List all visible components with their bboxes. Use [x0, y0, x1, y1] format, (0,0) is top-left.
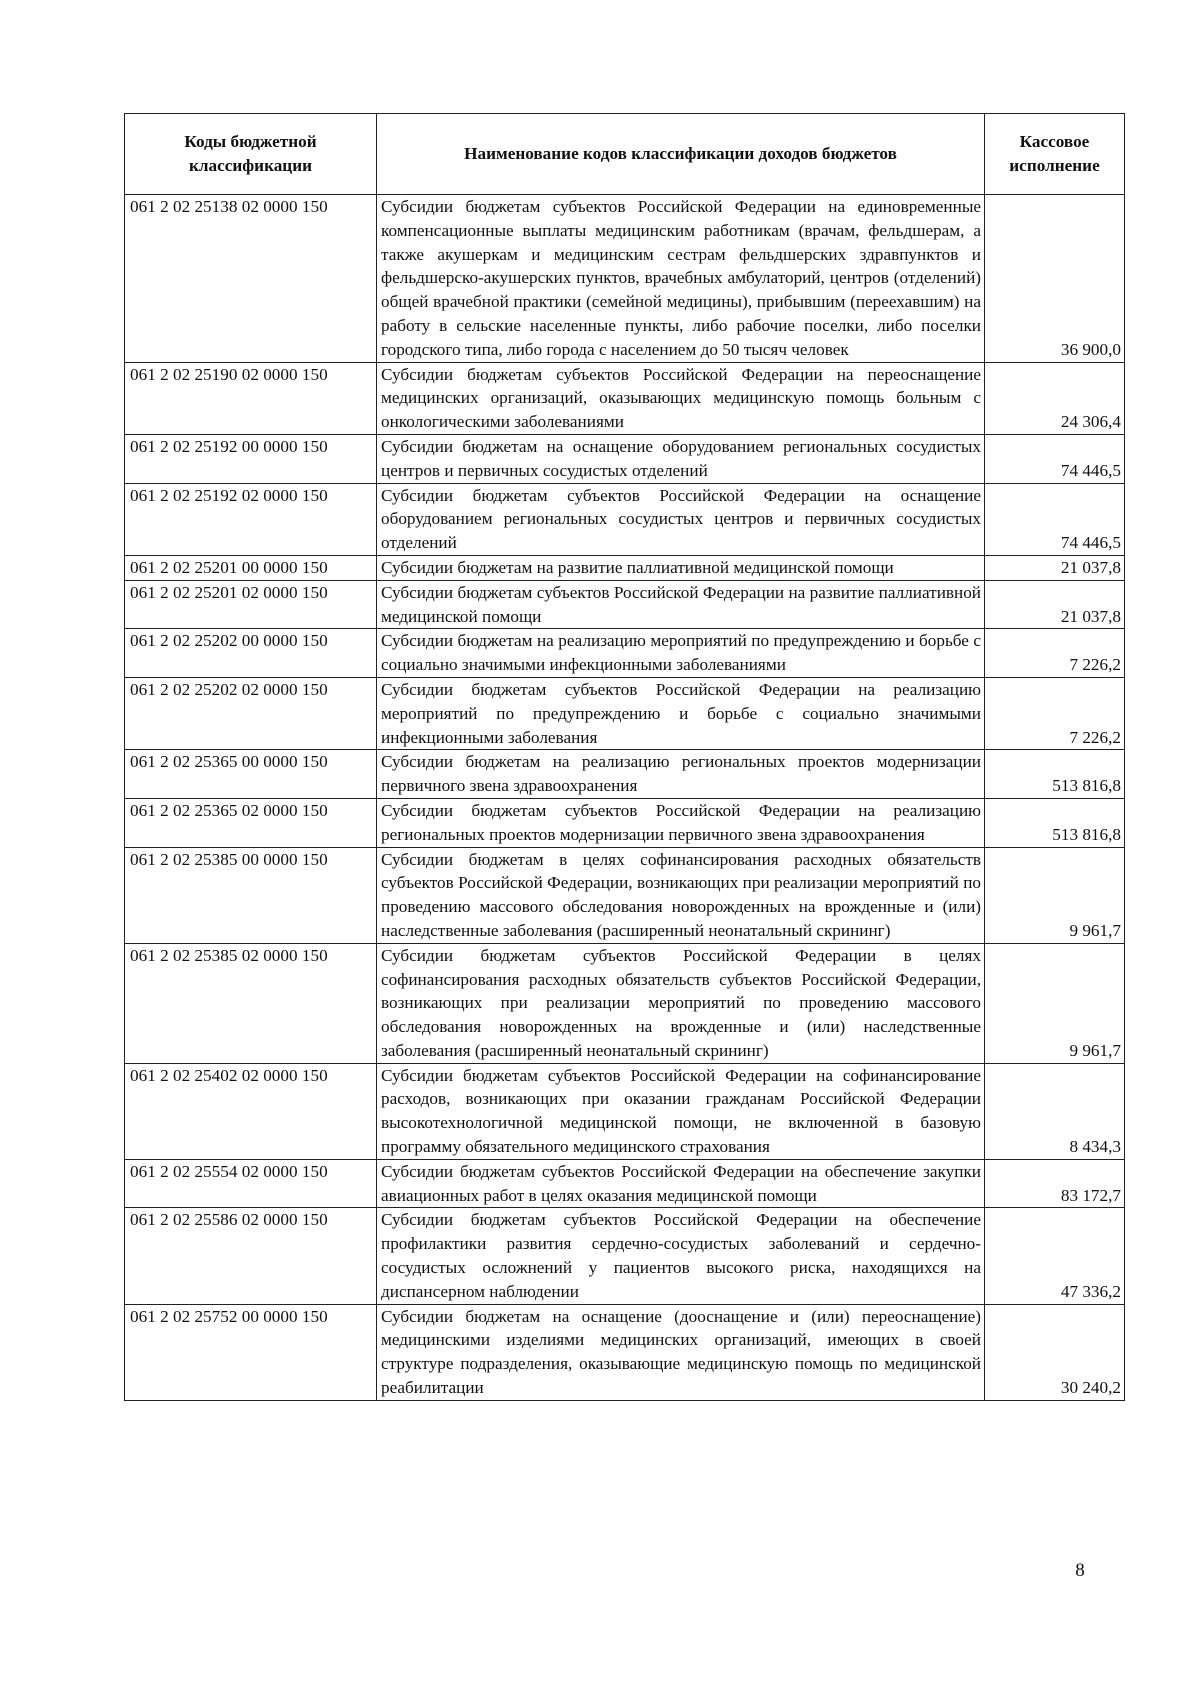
table-header-row: [125, 114, 1125, 195]
table-row: [125, 1159, 1125, 1208]
classification-code-cell: 061 2 02 25385 00 0000 150: [125, 847, 377, 943]
classification-name-cell: Субсидии бюджетам в целях софинансирования расходных обязательств субъектов Российской Федерации, возникающих при реализации мероприятий по проведению массового обследования новорожденных на врожденные и (или) наследственные заболевания (расширенный неонатальный скрининг): [377, 847, 985, 943]
table-row: [125, 798, 1125, 847]
table-row: [125, 555, 1125, 580]
classification-name-cell: Субсидии бюджетам на оснащение (дооснащение и (или) переоснащение) медицинскими изделиями медицинских организаций, имеющих в своей структуре подразделения, оказывающие медицинскую помощь по медицинской реабилитации: [377, 1304, 985, 1400]
classification-name-cell: Субсидии бюджетам субъектов Российской Федерации на обеспечение профилактики развития сердечно-сосудистых заболеваний и сердечно-сосудистых осложнений у пациентов высокого риска, находящихся на диспансерном наблюдении: [377, 1208, 985, 1304]
cash-execution-cell: 74 446,5: [985, 434, 1125, 483]
table-row: [125, 362, 1125, 434]
classification-code-cell: 061 2 02 25586 02 0000 150: [125, 1208, 377, 1304]
cash-execution-cell: 9 961,7: [985, 943, 1125, 1063]
classification-name-cell: Субсидии бюджетам субъектов Российской Федерации на переоснащение медицинских организаций, оказывающих медицинскую помощь больным с онкологическими заболеваниями: [377, 362, 985, 434]
header-name: Наименование кодов классификации доходов бюджетов: [377, 114, 985, 195]
classification-name-cell: Субсидии бюджетам субъектов Российской Федерации на единовременные компенсационные выплаты медицинским работникам (врачам, фельдшерам, а также акушеркам и медицинским сестрам фельдшерских здравпунктов и фельдшерско-акушерских пунктов, врачебных амбулаторий, центров (отделений) общей врачебной практики (семейной медицины), прибывшим (переехавшим) на работу в сельские населенные пункты, либо рабочие поселки, либо поселки городского типа, либо города с населением до 50 тысяч человек: [377, 195, 985, 363]
header-execution: Кассовое исполнение: [985, 114, 1125, 195]
table-row: [125, 1208, 1125, 1304]
classification-name-cell: Субсидии бюджетам субъектов Российской Федерации на софинансирование расходов, возникающих при оказании гражданам Российской Федерации высокотехнологичной медицинской помощи, не включенной в базовую программу обязательного медицинского страхования: [377, 1063, 985, 1159]
classification-name-cell: Субсидии бюджетам на оснащение оборудованием региональных сосудистых центров и первичных сосудистых отделений: [377, 434, 985, 483]
classification-name-cell: Субсидии бюджетам на реализацию мероприятий по предупреждению и борьбе с социально значимыми инфекционными заболеваниями: [377, 629, 985, 678]
classification-code-cell: 061 2 02 25201 00 0000 150: [125, 555, 377, 580]
cash-execution-cell: 7 226,2: [985, 677, 1125, 749]
classification-name-cell: Субсидии бюджетам субъектов Российской Федерации на обеспечение закупки авиационных работ в целях оказания медицинской помощи: [377, 1159, 985, 1208]
table-row: [125, 677, 1125, 749]
classification-name-cell: Субсидии бюджетам на развитие паллиативной медицинской помощи: [377, 555, 985, 580]
cash-execution-cell: 47 336,2: [985, 1208, 1125, 1304]
cash-execution-cell: 30 240,2: [985, 1304, 1125, 1400]
cash-execution-cell: 9 961,7: [985, 847, 1125, 943]
classification-name-cell: Субсидии бюджетам субъектов Российской Федерации на оснащение оборудованием региональных сосудистых центров и первичных сосудистых отделений: [377, 483, 985, 555]
classification-code-cell: 061 2 02 25202 02 0000 150: [125, 677, 377, 749]
table-row: [125, 1304, 1125, 1400]
classification-name-cell: Субсидии бюджетам субъектов Российской Федерации на реализацию региональных проектов модернизации первичного звена здравоохранения: [377, 798, 985, 847]
table-row: [125, 195, 1125, 363]
cash-execution-cell: 7 226,2: [985, 629, 1125, 678]
classification-code-cell: 061 2 02 25365 00 0000 150: [125, 750, 377, 799]
classification-code-cell: 061 2 02 25554 02 0000 150: [125, 1159, 377, 1208]
classification-code-cell: 061 2 02 25365 02 0000 150: [125, 798, 377, 847]
classification-code-cell: 061 2 02 25192 00 0000 150: [125, 434, 377, 483]
table-row: [125, 943, 1125, 1063]
table-row: [125, 629, 1125, 678]
cash-execution-cell: 36 900,0: [985, 195, 1125, 363]
table-row: [125, 483, 1125, 555]
cash-execution-cell: 21 037,8: [985, 580, 1125, 629]
budget-revenue-table: [124, 113, 1125, 1401]
cash-execution-cell: 8 434,3: [985, 1063, 1125, 1159]
classification-code-cell: 061 2 02 25138 02 0000 150: [125, 195, 377, 363]
classification-name-cell: Субсидии бюджетам субъектов Российской Федерации на реализацию мероприятий по предупреждению и борьбе с социально значимыми инфекционными заболевания: [377, 677, 985, 749]
cash-execution-cell: 83 172,7: [985, 1159, 1125, 1208]
table-row: [125, 847, 1125, 943]
cash-execution-cell: 74 446,5: [985, 483, 1125, 555]
page-number: 8: [1075, 1560, 1085, 1581]
cash-execution-cell: 513 816,8: [985, 750, 1125, 799]
cash-execution-cell: 21 037,8: [985, 555, 1125, 580]
table-row: [125, 434, 1125, 483]
table-row: [125, 580, 1125, 629]
classification-name-cell: Субсидии бюджетам субъектов Российской Федерации на развитие паллиативной медицинской помощи: [377, 580, 985, 629]
classification-code-cell: 061 2 02 25190 02 0000 150: [125, 362, 377, 434]
cash-execution-cell: 24 306,4: [985, 362, 1125, 434]
classification-code-cell: 061 2 02 25202 00 0000 150: [125, 629, 377, 678]
classification-code-cell: 061 2 02 25201 02 0000 150: [125, 580, 377, 629]
classification-code-cell: 061 2 02 25752 00 0000 150: [125, 1304, 377, 1400]
table-row: [125, 750, 1125, 799]
table-body: [125, 195, 1125, 1401]
classification-code-cell: 061 2 02 25192 02 0000 150: [125, 483, 377, 555]
cash-execution-cell: 513 816,8: [985, 798, 1125, 847]
classification-code-cell: 061 2 02 25385 02 0000 150: [125, 943, 377, 1063]
classification-name-cell: Субсидии бюджетам субъектов Российской Федерации в целях софинансирования расходных обязательств субъектов Российской Федерации, возникающих при реализации мероприятий по проведению массового обследования новорожденных на врожденные и (или) наследственные заболевания (расширенный неонатальный скрининг): [377, 943, 985, 1063]
header-codes: Коды бюджетной классификации: [125, 114, 377, 195]
table-row: [125, 1063, 1125, 1159]
classification-code-cell: 061 2 02 25402 02 0000 150: [125, 1063, 377, 1159]
classification-name-cell: Субсидии бюджетам на реализацию региональных проектов модернизации первичного звена здравоохранения: [377, 750, 985, 799]
